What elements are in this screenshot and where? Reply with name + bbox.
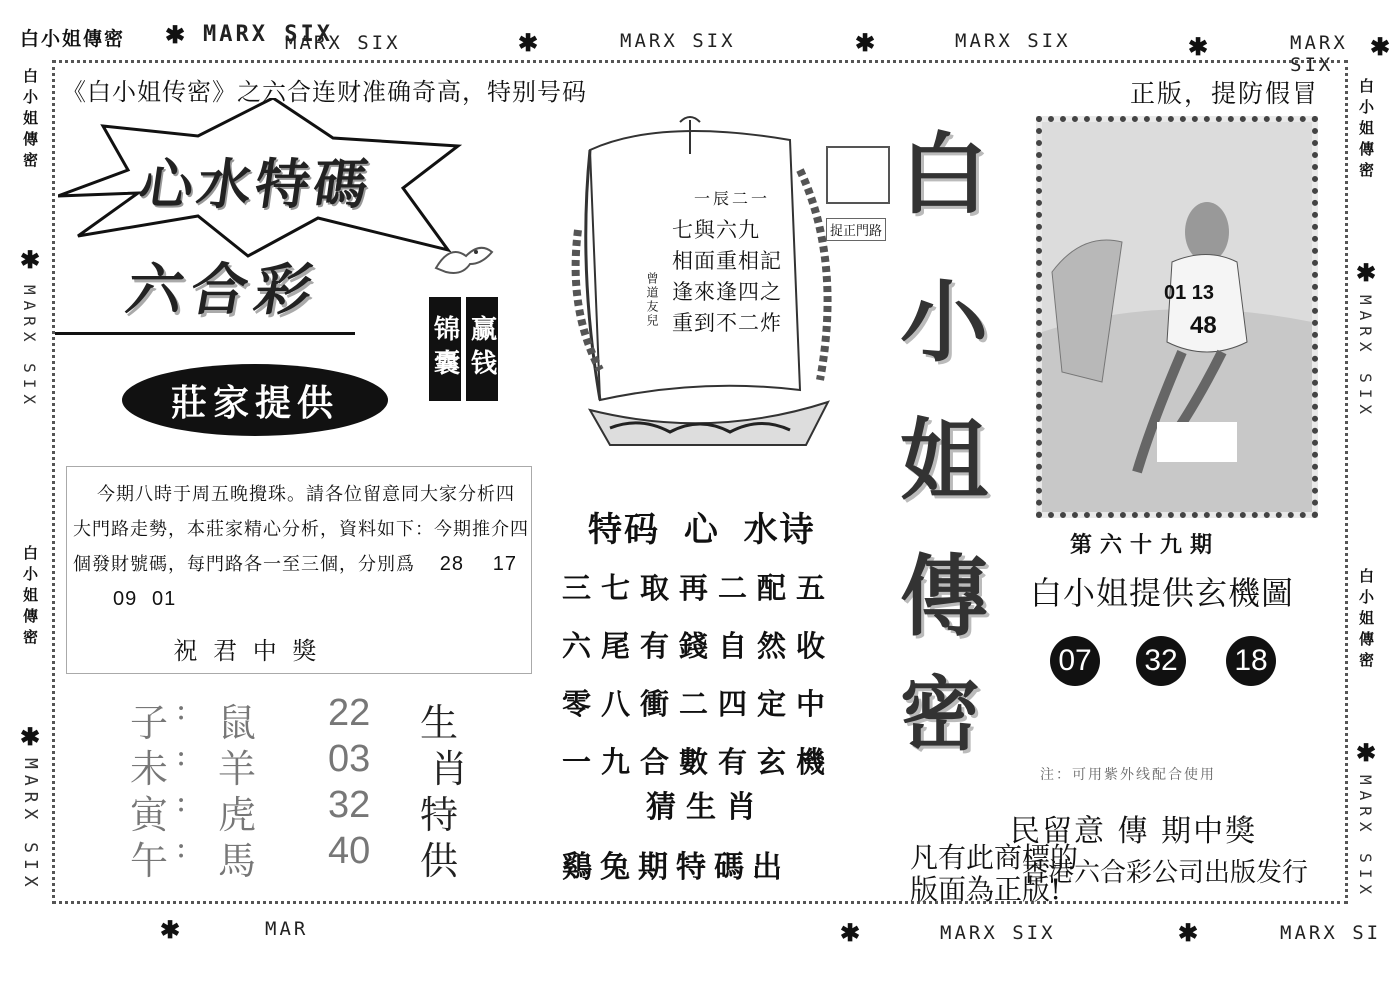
notice-number-4: 01 — [151, 588, 177, 610]
asterisk-icon: ✱ — [1188, 32, 1209, 61]
ship-stamp — [826, 146, 890, 204]
header-mark-5: MARX SIX — [1290, 32, 1348, 76]
notice-text — [73, 477, 529, 617]
zodiac-animal: 鼠 — [218, 701, 257, 745]
zodiac-tag: 供 — [420, 839, 459, 883]
provider-badge-text: 莊家提供 — [170, 381, 339, 424]
ship-stamp-label: 捉正門路 — [826, 218, 886, 241]
zodiac-tag: 特 — [420, 793, 459, 837]
zodiac-colon: : — [176, 738, 187, 773]
zodiac-row — [130, 738, 490, 791]
ship-poem — [672, 186, 792, 339]
asterisk-icon: ✱ — [1178, 918, 1199, 947]
issue-period: 第六十九期 — [1070, 532, 1221, 558]
zodiac-branch: 未 — [130, 747, 169, 791]
number-ball: 07 — [1050, 636, 1100, 686]
asterisk-icon: ✱ — [855, 28, 876, 57]
photo-numbers-top: 01 13 — [1164, 282, 1215, 304]
header-mark-2: MARX SIX — [285, 32, 401, 54]
zodiac-colon: : — [176, 784, 187, 819]
asterisk-icon: ✱ — [840, 918, 861, 947]
center-title-char: 密 — [900, 667, 980, 761]
tag-right-text: 赢钱 — [466, 315, 497, 383]
banner-left: 《白小姐传密》之六合连财准确奇高，特别号码 — [62, 78, 587, 106]
notice-box — [66, 466, 532, 674]
tag-left-text: 锦囊 — [429, 315, 460, 383]
asterisk-icon: ✱ — [1370, 32, 1391, 61]
footnote-line2a: 凡有此商標的 — [910, 841, 1079, 874]
zodiac-number: 40 — [328, 830, 371, 872]
notice-number-2: 17 — [492, 553, 517, 575]
footnote-line3: 版面為正版! — [910, 873, 1062, 906]
divider-line — [55, 332, 355, 335]
zodiac-animal: 馬 — [218, 839, 257, 883]
zodiac-branch: 子 — [130, 701, 169, 745]
ship-line: 重到不二炸 — [672, 311, 782, 335]
ship-line: 一辰二一 — [693, 189, 770, 208]
center-title — [900, 122, 1010, 761]
star-logo-text: 心水特碼 — [135, 152, 377, 216]
poem-line: 零八衝二四定中 — [562, 687, 836, 721]
zodiac-tag: 生 — [420, 701, 459, 745]
provider-badge — [122, 364, 388, 436]
header-mark-4: MARX SIX — [955, 30, 1071, 52]
ship-line: 逢來逢四之 — [672, 280, 782, 304]
zodiac-table — [130, 692, 490, 883]
right-side-mark-top: MARX SIX — [1356, 295, 1375, 421]
poem-line: 六尾有錢自然收 — [562, 629, 836, 663]
zodiac-row — [130, 784, 490, 837]
left-side-mark-top: MARX SIX — [20, 285, 39, 411]
footnote-note: 注：可用紫外线配合使用 — [1040, 767, 1216, 783]
right-side-brand-top: 白小姐傳密 — [1357, 78, 1375, 183]
center-title-char: 傳 — [900, 544, 989, 648]
center-title-char: 白 — [900, 122, 989, 226]
poem-line: 一九合數有玄機 — [562, 745, 836, 779]
issue-subtitle: 白小姐提供玄機圖 — [1030, 574, 1295, 612]
left-side-brand-top: 白小姐傳密 — [21, 68, 39, 173]
number-ball: 32 — [1136, 636, 1186, 686]
left-side-brand-bottom: 白小姐傳密 — [21, 545, 39, 650]
ship-line: 相面重相記 — [672, 249, 782, 273]
banner-right: 正版，提防假冒 — [1130, 79, 1320, 108]
poem-lines — [562, 566, 835, 781]
tag-right — [466, 297, 498, 401]
poem-title: 特码 心 水诗 — [588, 510, 816, 550]
bird-icon — [432, 238, 496, 280]
header-mark-1: MARX SIX — [203, 22, 333, 47]
notice-number-3: 09 — [113, 588, 138, 610]
center-title-char: 小 — [900, 270, 989, 374]
zodiac-colon: : — [176, 692, 187, 727]
poem-hint: 鷄兔期特碼出 — [562, 850, 790, 885]
zodiac-animal: 羊 — [218, 747, 257, 791]
header-brand: 白小姐傳密 — [20, 28, 126, 50]
asterisk-icon: ✱ — [1356, 738, 1377, 767]
center-title-char: 姐 — [900, 408, 989, 512]
photo-number-bottom: 48 — [1190, 312, 1217, 339]
zodiac-number: 03 — [328, 738, 371, 780]
footer-mark-3: MARX SI — [1280, 922, 1382, 944]
zodiac-row — [130, 692, 490, 745]
poem-riddle: 猜生肖 — [646, 790, 766, 825]
left-side-mark-bottom: MARX SIX — [20, 758, 41, 893]
header-mark-3: MARX SIX — [620, 30, 736, 52]
lottery-title: 六合彩 — [121, 257, 326, 323]
footnote-line1: 民留意 傳 期中獎 — [1010, 814, 1258, 849]
asterisk-icon: ✱ — [518, 28, 539, 57]
poem-line: 三七取再二配五 — [562, 571, 836, 605]
ship-signature: 曾道友兒 — [645, 272, 659, 328]
zodiac-number: 22 — [328, 692, 371, 734]
zodiac-branch: 午 — [130, 839, 169, 883]
asterisk-icon: ✱ — [20, 722, 41, 751]
notice-wish: 祝 君 中 獎 — [173, 637, 321, 665]
zodiac-tag: 肖 — [430, 747, 469, 791]
right-side-mark-bottom: MARX SIX — [1356, 775, 1375, 901]
tag-left — [429, 297, 461, 401]
zodiac-row — [130, 830, 490, 883]
asterisk-icon: ✱ — [165, 20, 186, 49]
zodiac-branch: 寅 — [130, 793, 169, 837]
ship-line: 七與六九 — [672, 218, 760, 242]
notice-number-1: 28 — [439, 553, 464, 575]
header-strip — [0, 20, 1391, 76]
photo-frame — [1036, 116, 1318, 518]
asterisk-icon: ✱ — [1356, 258, 1377, 287]
photo-figure — [1042, 122, 1312, 512]
zodiac-animal: 虎 — [218, 793, 257, 837]
notice-body: 今期八時于周五晚攪珠。請各位留意同大家分析四大門路走勢，本莊家精心分析，資料如下：今期推介四個發財號碼，每門路各一至三個，分別爲 — [73, 484, 529, 575]
asterisk-icon: ✱ — [20, 245, 41, 274]
number-ball: 18 — [1226, 636, 1276, 686]
zodiac-colon: : — [176, 830, 187, 865]
right-side-brand-bottom: 白小姐傳密 — [1357, 568, 1375, 673]
zodiac-number: 32 — [328, 784, 371, 826]
footer-mark-1: MAR — [265, 918, 309, 940]
footnote-line2b: 香港六合彩公司出版发行 — [1022, 858, 1309, 888]
asterisk-icon: ✱ — [160, 915, 181, 944]
footer-mark-2: MARX SIX — [940, 922, 1056, 944]
